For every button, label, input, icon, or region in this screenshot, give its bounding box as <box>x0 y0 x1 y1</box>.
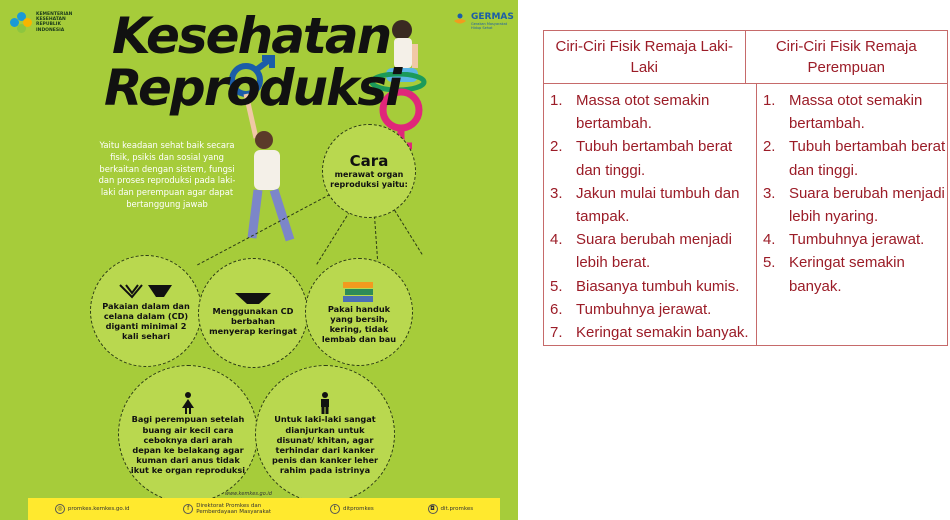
footer-item <box>428 504 474 514</box>
care-title-circle <box>322 124 416 218</box>
list-item <box>544 275 756 298</box>
germas-title: GERMAS <box>471 12 514 22</box>
list-text: Biasanya tumbuh kumis. <box>576 277 740 295</box>
list-item <box>544 135 756 181</box>
care-subtitle: merawat organ reproduksi yaitu: <box>330 169 408 189</box>
woman-icon <box>181 392 195 414</box>
list-number: 4. <box>550 231 563 249</box>
footer-item <box>55 504 130 514</box>
towel-stack-icon <box>341 280 377 304</box>
connector-line <box>394 210 422 255</box>
ministry-logo <box>10 12 84 34</box>
list-text: Tubuh bertambah berat dan tinggi. <box>576 138 733 179</box>
list-item <box>544 182 756 228</box>
list-text: Keringat semakin banyak. <box>576 324 749 342</box>
list-item <box>544 298 756 321</box>
tip-text: Untuk laki-laki sangat dianjurkan untuk disunat/ khitan, agar terhindar dari kanker penis dan kanker leher rahim pada istrinya <box>271 414 379 476</box>
list-text: Keringat semakin banyak. <box>788 254 905 295</box>
tip-text: Pakaian dalam dan celana dalam (CD) diganti minimal 2 kali sehari <box>102 300 190 342</box>
ministry-mark-icon <box>10 12 32 34</box>
tip-text: Bagi perempuan setelah buang air kecil cara ceboknya dari arah depan ke belakang agar kuman dari anus tidak ikut ke organ reproduksi <box>130 414 246 476</box>
tip-circle <box>90 255 202 367</box>
list-item <box>544 228 756 274</box>
header-male: Ciri-Ciri Fisik Remaja Laki-Laki <box>544 31 746 83</box>
website-label: www.kemkes.go.id <box>225 491 272 497</box>
footer-label: promkes.kemkes.go.id <box>67 506 130 512</box>
tip-circle <box>255 365 395 503</box>
list-number: 4. <box>762 231 776 249</box>
list-item <box>544 89 756 135</box>
list-text: Tumbuhnya jerawat. <box>788 231 925 249</box>
list-number: 1. <box>550 92 563 109</box>
list-text: Tubuh bertambah berat dan tinggi. <box>788 138 946 179</box>
list-text: Jakun mulai tumbuh dan tampak. <box>576 184 740 226</box>
tip-circle <box>305 258 413 366</box>
facebook-icon: f <box>183 504 193 514</box>
tip-circle <box>198 258 308 368</box>
list-item <box>544 321 756 344</box>
table-header <box>544 31 947 84</box>
list-item <box>757 251 947 297</box>
list-number: 2. <box>550 138 563 156</box>
list-item <box>757 135 947 181</box>
title-line-2: Reproduksi <box>104 59 401 117</box>
connector-line <box>316 211 350 264</box>
list-item <box>757 228 947 251</box>
male-traits-column <box>544 84 757 346</box>
footer-item <box>330 504 374 514</box>
list-number: 3. <box>762 184 776 202</box>
female-traits-column <box>757 84 947 346</box>
list-number: 1. <box>762 92 776 109</box>
list-text: Tumbuhnya jerawat. <box>576 300 712 318</box>
footer-label: Direktorat Promkes dan Pemberdayaan Masyarakat <box>196 503 272 515</box>
man-icon <box>318 392 332 414</box>
briefs-icon <box>233 290 273 306</box>
footer-label: ditpromkes <box>343 506 374 512</box>
physical-traits-table <box>543 30 948 346</box>
germas-subtitle: Gerakan Masyarakat Hidup Sehat <box>471 22 508 30</box>
list-number: 3. <box>550 184 563 202</box>
list-text: Massa otot semakin bertambah. <box>788 92 923 133</box>
table-body <box>544 84 947 346</box>
title-line-1: Kesehatan <box>112 7 391 65</box>
poster-title <box>104 7 401 117</box>
poster-intro: Yaitu keadaan sehat baik secara fisik, psikis dan sosial yang berkaitan dengan sistem, fungsi dan proses reproduksi pada laki-laki dan perempuan agar dapat bertanggung jawab <box>98 140 236 209</box>
germas-icon <box>452 12 468 28</box>
footer-label: dit.promkes <box>440 506 474 512</box>
care-title: Cara <box>349 151 389 170</box>
list-number: 5. <box>550 277 563 295</box>
instagram-icon: ◘ <box>428 504 438 514</box>
poster-footer <box>28 498 500 520</box>
list-text: Suara berubah menjadi lebih berat. <box>576 231 732 272</box>
tip-circle <box>118 365 258 503</box>
ministry-name: KEMENTERIAN KESEHATAN REPUBLIK INDONESIA <box>36 12 73 33</box>
list-number: 7. <box>550 324 563 342</box>
list-text: Suara berubah menjadi lebih nyaring. <box>788 184 945 226</box>
list-number: 5. <box>762 254 776 272</box>
list-number: 2. <box>762 138 776 156</box>
germas-logo <box>452 12 514 30</box>
globe-icon: ◎ <box>55 504 65 514</box>
tip-text: Pakai handuk yang bersih, kering, tidak lembab dan bau <box>321 303 397 345</box>
list-item <box>757 182 947 228</box>
underwear-icon <box>116 281 176 301</box>
list-number: 6. <box>550 300 563 318</box>
list-text: Massa otot semakin bertambah. <box>576 92 710 133</box>
list-item <box>757 89 947 135</box>
tip-text: Menggunakan CD berbahan menyerap keringat <box>209 305 297 337</box>
header-female: Ciri-Ciri Fisik Remaja Perempuan <box>775 38 917 76</box>
twitter-icon: t <box>330 504 340 514</box>
footer-item <box>183 503 276 515</box>
